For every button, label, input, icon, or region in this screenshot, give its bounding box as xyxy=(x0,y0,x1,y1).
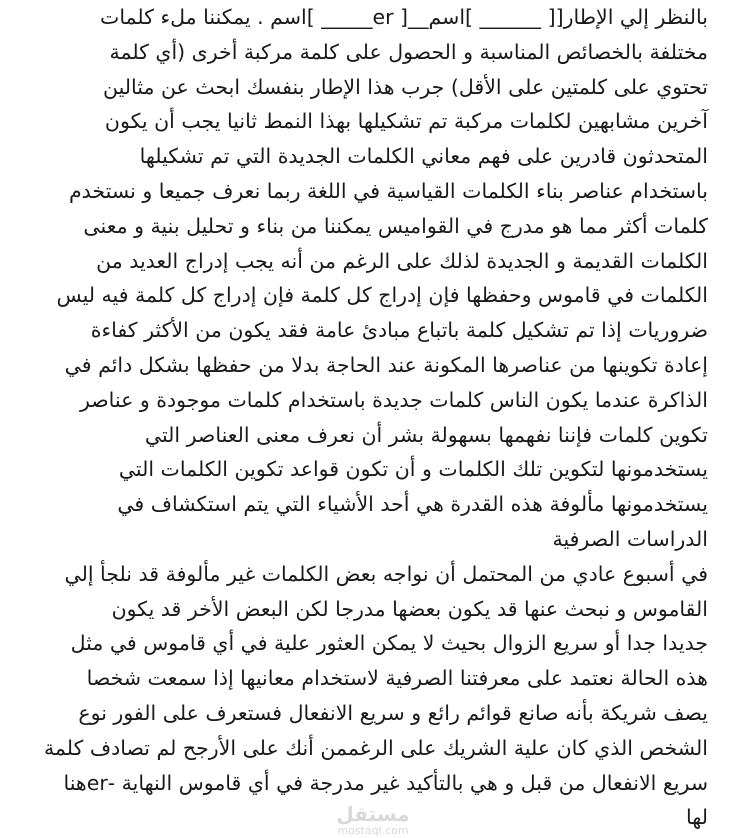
text-line: المتحدثون قادرين على فهم معاني الكلمات الجديدة التي تم تشكيلها xyxy=(139,144,708,169)
watermark-arabic: مستقل xyxy=(336,802,410,826)
text-line: القاموس و نبحث عنها قد يكون بعضها مدرجا لكن البعض الأخر قد يكون xyxy=(111,596,708,621)
text-line: تكوين كلمات فإننا نفهمها بسهولة بشر أن نعرف معنى العناصر التي xyxy=(144,422,708,447)
text-line: إعادة تكوينها من عناصرها المكونة عند الحاجة بدلا من حفظها بشكل دائم في xyxy=(64,352,708,377)
watermark-logo xyxy=(318,803,428,837)
document-body xyxy=(18,0,708,835)
text-line: آخرين مشابهين لكلمات مركبة تم تشكيلها بهذا النمط ثانيا يجب أن يكون xyxy=(104,109,708,134)
text-line: ضروريات إذا تم تشكيل كلمة باتباع مبادئ عامة فقد يكون من الأكثر كفاءة xyxy=(90,318,708,343)
text-line: باستخدام عناصر بناء الكلمات القياسية في اللغة ربما نعرف جميعا و نستخدم xyxy=(68,178,708,203)
text-line: الدراسات الصرفية xyxy=(552,526,708,551)
text-line: هذه الحالة نعتمد على معرفتنا الصرفية لاستخدام معانيها إذا سمعت شخصا xyxy=(86,666,708,691)
watermark-domain: mostaql.com xyxy=(337,824,409,837)
text-line: بالنظر إلي الإطار[[ ______ ]اسم__[ er_____ ]اسم . يمكننا ملء كلمات xyxy=(100,5,708,29)
text-line: الكلمات في قاموس وحفظها فإن إدراج كل كلمة فإن إدراج كل كلمة فيه ليس xyxy=(56,283,708,308)
text-line: يصف شريكة بأنه صانع قوائم رائع و سريع الانفعال فستعرف على الفور نوع xyxy=(78,700,708,725)
text-line: يستخدمونها لتكوين تلك الكلمات و أن تكون قواعد تكوين الكلمات التي xyxy=(118,457,708,482)
text-line: يستخدمونها مألوفة هذه القدرة هي أحد الأشياء التي يتم استكشاف في xyxy=(117,492,708,517)
text-line: لها xyxy=(686,805,708,830)
text-line: في أسبوع عادي من المحتمل أن نواجه بعض الكلمات غير مألوفة قد نلجأ إلي xyxy=(64,561,708,586)
text-line: الشخص الذي كان علية الشريك على الرغممن أنك على الأرجح لم تصادف كلمة xyxy=(43,735,708,760)
text-line: جديدا جدا أو سريع الزوال بحيث لا يمكن العثور علية في أي قاموس في مثل xyxy=(70,631,708,656)
text-line: تحتوي على كلمتين على الأقل) جرب هذا الإطار بنفسك ابحث عن مثالين xyxy=(102,74,708,99)
text-line: كلمات أكثر مما هو مدرج في القواميس يمكننا من بناء و تحليل بنية و معنى xyxy=(83,213,708,238)
text-line: مختلفة بالخصائص المناسبة و الحصول على كلمة مركبة أخرى (أي كلمة xyxy=(109,39,708,64)
text-line: الكلمات القديمة و الجديدة لذلك على الرغم من أنه يجب إدراج العديد من xyxy=(96,248,708,273)
text-line: سريع الانفعال من قبل و هي بالتأكيد غير مدرجة في أي قاموس النهاية -erهنا xyxy=(63,770,708,795)
text-line: الذاكرة عندما يكون الناس كلمات جديدة باستخدام كلمات موجودة و عناصر xyxy=(79,387,708,412)
